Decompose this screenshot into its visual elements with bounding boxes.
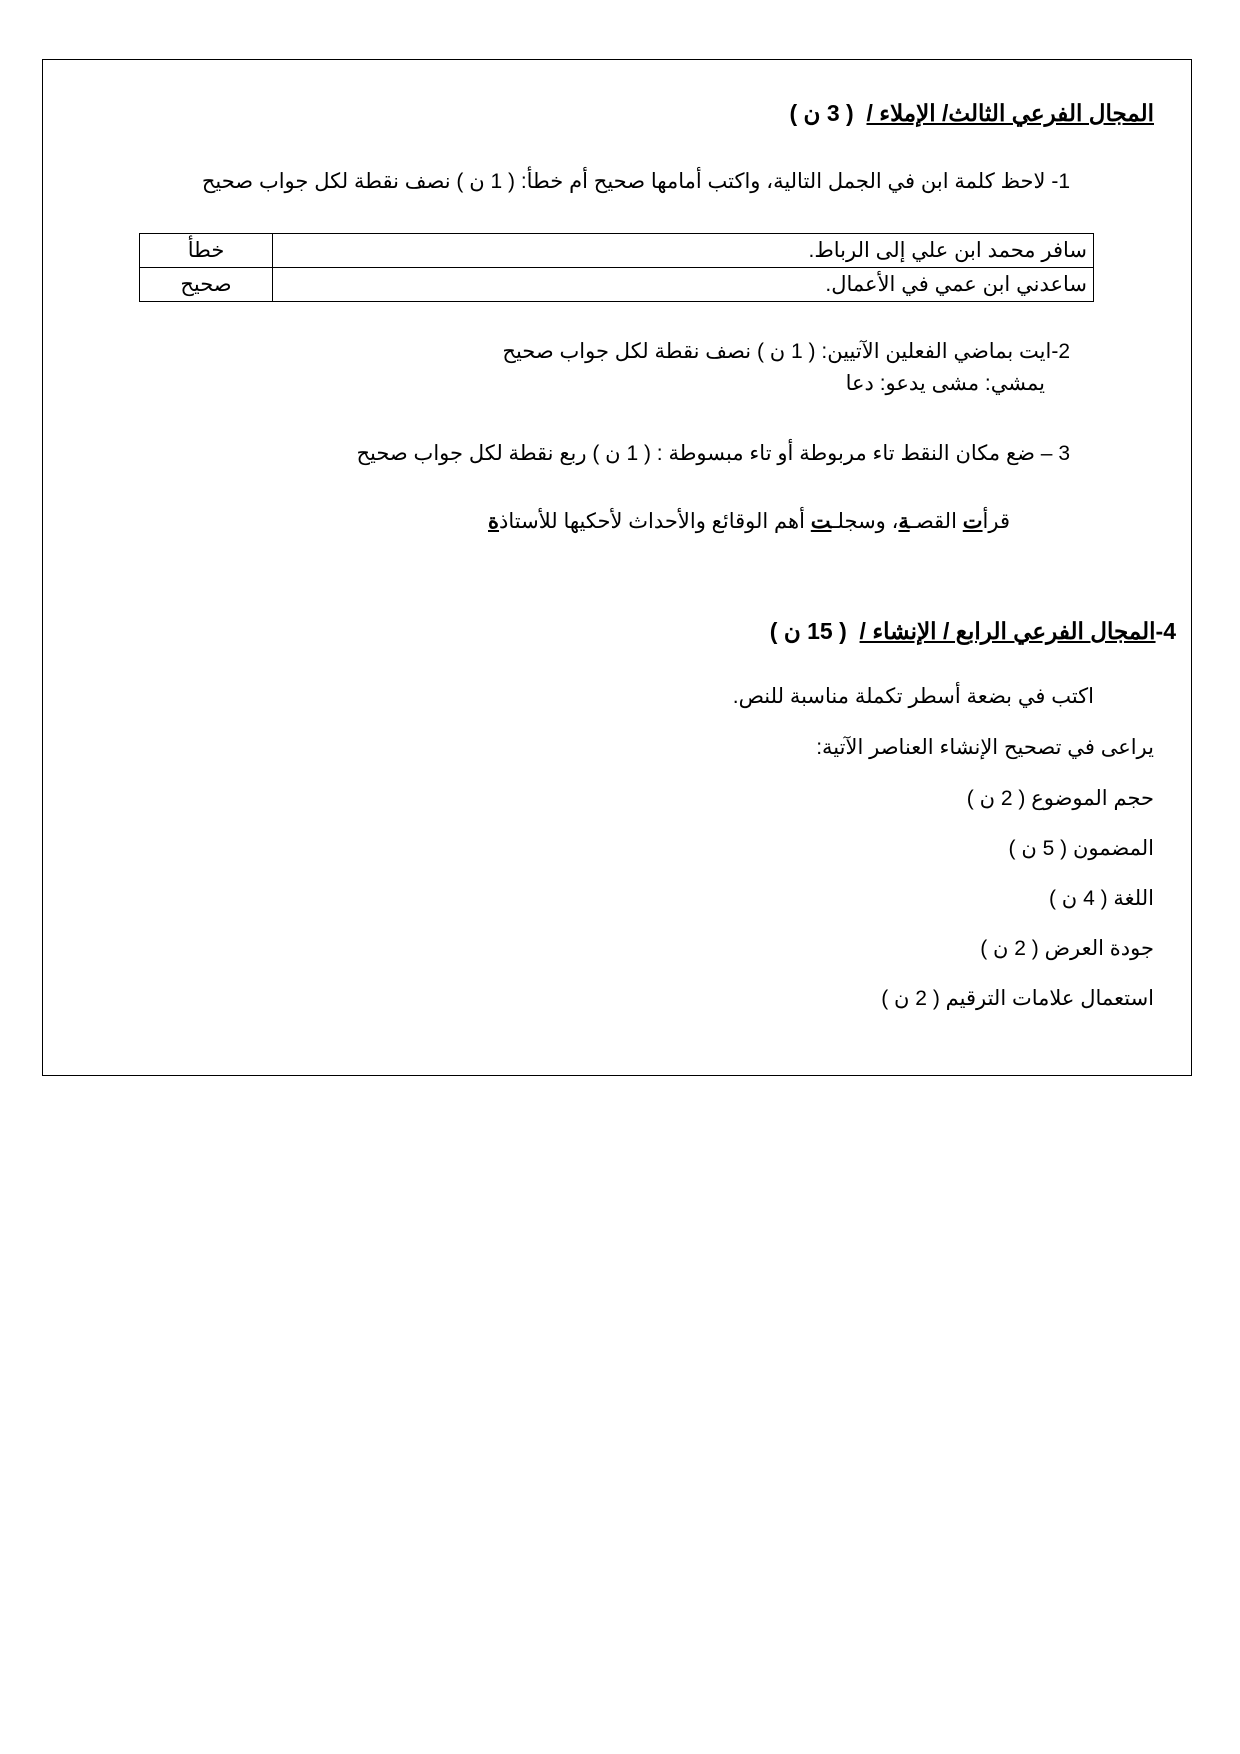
question-2-answer: يمشي: مشى يدعو: دعا <box>845 372 1045 395</box>
sentence-part: القصـ <box>909 510 963 533</box>
question-2: 2-ايت بماضي الفعلين الآتيين: ( 1 ن ) نصف نقطة لكل جواب صحيح <box>502 340 1070 363</box>
section4-number: 4- <box>1155 618 1176 644</box>
question-3: 3 – ضع مكان النقط تاء مربوطة أو تاء مبسوطة : ( 1 ن ) ربع نقطة لكل جواب صحيح <box>356 442 1070 465</box>
criterion-item: المضمون ( 5 ن ) <box>1008 837 1154 860</box>
table-row <box>140 234 1094 268</box>
criterion-item: استعمال علامات الترقيم ( 2 ن ) <box>881 987 1154 1010</box>
question-1: 1- لاحظ كلمة ابن في الجمل التالية، واكتب أمامها صحيح أم خطأ: ( 1 ن ) نصف نقطة لكل جواب صحيح <box>201 170 1070 193</box>
section4-points: ( 15 ن ) <box>769 618 847 644</box>
sentence-part: أهم الوقائع والأحداث لأحكيها للأستاذ <box>499 510 811 533</box>
criteria-intro: يراعى في تصحيح الإنشاء العناصر الآتية: <box>816 736 1154 759</box>
criterion-item: اللغة ( 4 ن ) <box>1048 887 1154 910</box>
section3-heading <box>789 99 1154 127</box>
sentence-cell: سافر محمد ابن علي إلى الرباط. <box>273 234 1094 268</box>
section3-points: ( 3 ن ) <box>789 100 854 126</box>
answer-ta: ت <box>810 510 832 533</box>
sentence-part: ، وسجلـ <box>831 510 899 533</box>
sentence-part: قرأ <box>982 510 1010 533</box>
exam-frame <box>42 59 1192 1076</box>
section4-title: المجال الفرعي الرابع / الإنشاء / <box>859 618 1156 644</box>
sentence-cell: ساعدني ابن عمي في الأعمال. <box>273 268 1094 302</box>
question-3-sentence <box>488 508 1010 536</box>
table-row <box>140 268 1094 302</box>
verdict-cell: صحيح <box>140 268 273 302</box>
section3-title: المجال الفرعي الثالث/ الإملاء / <box>866 100 1154 126</box>
section4-heading <box>770 617 1176 645</box>
answer-ta: ة <box>898 510 910 533</box>
answer-ta: ة <box>488 510 500 533</box>
composition-prompt: اكتب في بضعة أسطر تكملة مناسبة للنص. <box>732 685 1094 708</box>
criterion-item: حجم الموضوع ( 2 ن ) <box>966 787 1154 810</box>
verdict-cell: خطأ <box>140 234 273 268</box>
answer-ta: ت <box>962 510 983 533</box>
criterion-item: جودة العرض ( 2 ن ) <box>980 937 1154 960</box>
answers-table <box>139 233 1094 302</box>
